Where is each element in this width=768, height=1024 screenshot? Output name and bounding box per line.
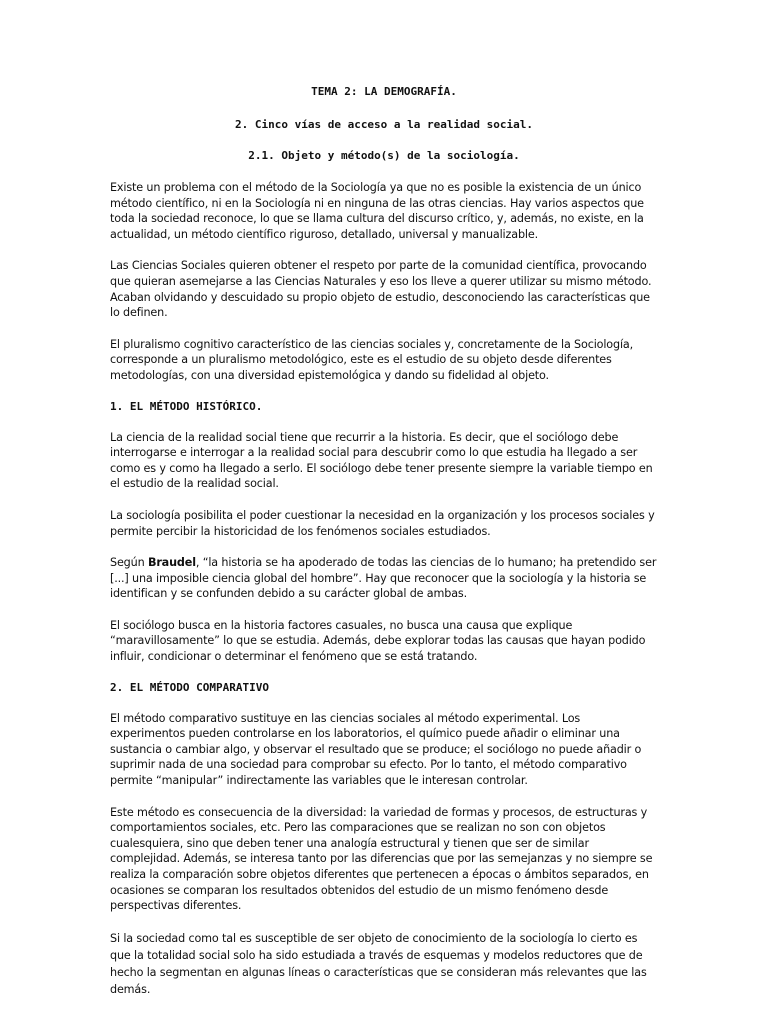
comparativo-paragraph-2: Este método es consecuencia de la diversidad: la variedad de formas y procesos, de estructuras y comportamientos sociales, etc. Pero las comparaciones que se realizan no son con objetos cualesquiera, sino que deben tener una analogía estructural y tienen que ser de similar complejidad. Además, se interesa tanto por las diferencias que por las semejanzas y no siempre se realiza la comparación sobre objetos diferentes que pertenecen a épocas o ámbitos separados, en ocasiones se comparan los resultados obtenidos del estudio de un mismo fenómeno desde perspectivas diferentes. — [110, 805, 653, 913]
intro-paragraph-3: El pluralismo cognitivo característico de las ciencias sociales y, concretamente de la Sociología, corresponde a un pluralismo metodológico, este es el estudio de su objeto desde diferentes metodologías, con una diversidad epistemológica y dando su fidelidad al objeto. — [110, 337, 634, 382]
intro-paragraph-1: Existe un problema con el método de la Sociología ya que no es posible la existencia de un único método científico, ni en la Sociología ni en ninguna de las otras ciencias. Hay varios aspectos que toda la sociedad reconoce, lo que se llama cultura del discurso crítico, y, además, no existe, en la actualidad, un método científico riguroso, detallado, universal y manualizable. — [110, 181, 644, 241]
document-page — [110, 80, 658, 999]
historico-p3-rest: , “la historia se ha apoderado de todas las ciencias de lo humano; ha pretendido ser [...] una imposible ciencia global del hombre”. Hay que reconocer que la sociología y la historia se identifican y se confunden debido a su carácter global de ambas. — [110, 556, 657, 601]
comparativo-paragraph-3: Si la sociedad como tal es susceptible de ser objeto de conocimiento de la sociología lo cierto es que la totalidad social solo ha sido estudiada a través de esquemas y modelos reductores que de hecho la segmentan en algunas líneas o características que se consideran más relevantes que las demás. — [110, 931, 647, 997]
comparativo-paragraph-1: El método comparativo sustituye en las ciencias sociales al método experimental. Los experimentos pueden controlarse en los laboratorios, el químico puede añadir o eliminar una sustancia o cambiar algo, y observar el resultado que se produce; el sociólogo no puede añadir o suprimir nada de una sociedad para comprobar su efecto. Por lo tanto, el método comparativo permite “manipular” indirectamente las variables que le interesan controlar. — [110, 711, 642, 788]
historico-paragraph-3 — [110, 555, 658, 602]
document-title: TEMA 2: LA DEMOGRAFÍA. — [311, 85, 457, 98]
final-section — [110, 930, 658, 999]
section-title: 2. Cinco vías de acceso a la realidad social. — [234, 118, 533, 131]
historico-paragraph-4: El sociólogo busca en la historia factores casuales, no busca una causa que explique “maravillosamente” lo que se estudia. Además, debe explorar todas las causas que hayan podido influir, condicionar o determinar el fenómeno que se está tratando. — [110, 618, 646, 664]
historico-p3-prefix: Según — [110, 556, 148, 570]
intro-paragraph-2: Las Ciencias Sociales quieren obtener el respeto por parte de la comunidad científica, provocando que quieran asemejarse a las Ciencias Naturales y eso los lleve a querer utilizar su mismo método. Acaban olvidando y descuidado su propio objeto de estudio, desconociendo las características que lo definen. — [110, 259, 652, 320]
historico-paragraph-1: La ciencia de la realidad social tiene que recurrir a la historia. Es decir, que el sociólogo debe interrogarse e interrogar a la realidad social para descubrir como lo que estudia ha llegado a ser como es y como ha llegado a serlo. El sociólogo debe tener presente siempre la variable tiempo en el estudio de la realidad social. — [110, 430, 653, 491]
braudel-name: Braudel — [147, 556, 196, 570]
comparativo-heading: 2. EL MÉTODO COMPARATIVO — [110, 680, 269, 694]
historico-heading: 1. EL MÉTODO HISTÓRICO. — [110, 399, 263, 413]
subsection-title: 2.1. Objeto y método(s) de la sociología. — [248, 149, 520, 162]
historico-paragraph-2: La sociología posibilita el poder cuestionar la necesidad en la organización y los procesos sociales y permite percibir la historicidad de los fenómenos sociales estudiados. — [110, 508, 655, 538]
